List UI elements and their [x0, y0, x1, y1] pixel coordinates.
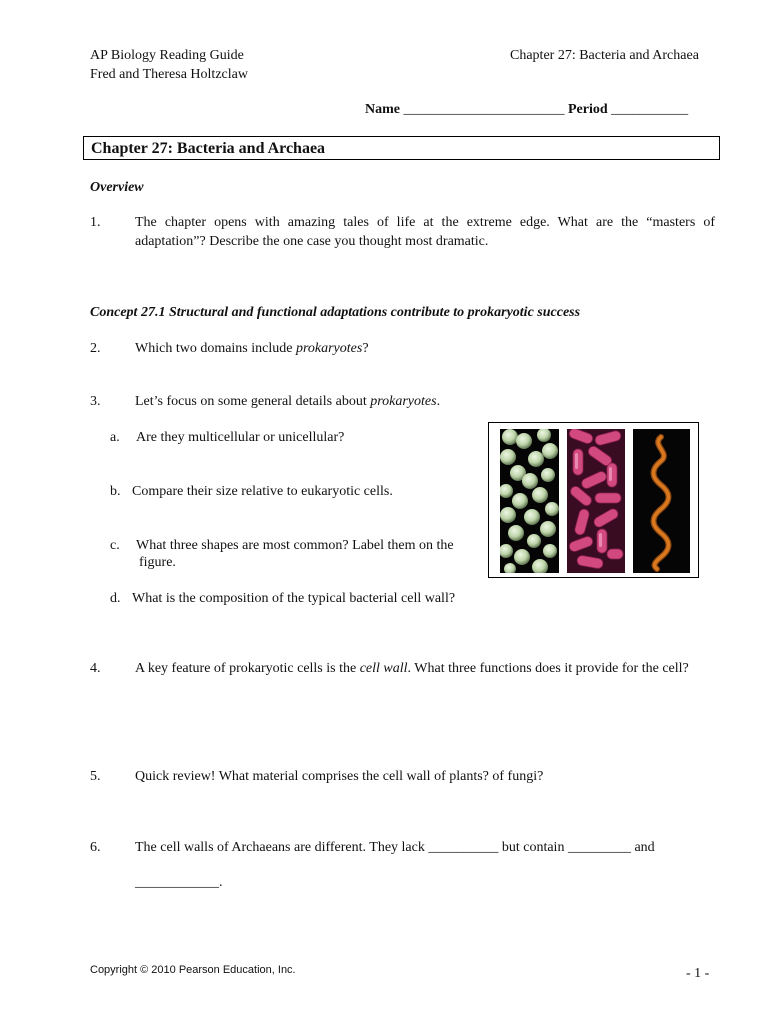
- name-period-line: [365, 100, 688, 119]
- header-authors: Fred and Theresa Holtzclaw: [90, 67, 248, 82]
- q3-text-pre: Let’s focus on some general details about: [135, 394, 371, 409]
- q2-text: [135, 339, 369, 358]
- overview-heading: Overview: [90, 180, 144, 195]
- q3-text-post: .: [436, 394, 441, 409]
- q4-text-pre: A key feature of prokaryotic cells is the: [135, 661, 360, 676]
- header-chapter: Chapter 27: Bacteria and Archaea: [510, 48, 699, 63]
- q6-text-line2: ____________.: [135, 875, 223, 890]
- q3c-label: c.: [110, 538, 120, 553]
- bacilli-image: [567, 429, 625, 573]
- spirilla-image: [633, 429, 690, 573]
- q2-text-pre: Which two domains include: [135, 341, 296, 356]
- concept-heading: Concept 27.1 Structural and functional adaptations contribute to prokaryotic success: [90, 305, 581, 320]
- q3b-text: Compare their size relative to eukaryotic cells.: [132, 484, 393, 499]
- footer-copyright: Copyright © 2010 Pearson Education, Inc.: [90, 964, 296, 976]
- cocci-image: [500, 429, 559, 573]
- q4-term: cell wall: [359, 661, 408, 676]
- q3c-text-line1: What three shapes are most common? Label them on the: [136, 538, 454, 553]
- page-number: - 1 -: [686, 966, 710, 981]
- q3a-text: Are they multicellular or unicellular?: [136, 430, 345, 445]
- q6-text-line1: The cell walls of Archaeans are different. They lack __________ but contain _________ and: [135, 840, 655, 855]
- q3d-text: What is the composition of the typical bacterial cell wall?: [132, 591, 456, 606]
- q3d-label: d.: [110, 591, 121, 606]
- cocci-panel: [500, 429, 559, 573]
- q5-text: Quick review! What material comprises the cell wall of plants? of fungi?: [135, 769, 544, 784]
- bacteria-shapes-figure: [488, 422, 699, 578]
- header-guide-title: AP Biology Reading Guide: [90, 48, 244, 63]
- q5-number: 5.: [90, 769, 101, 784]
- q3-text: [135, 392, 440, 411]
- q2-text-post: ?: [362, 341, 369, 356]
- chapter-title: Chapter 27: Bacteria and Archaea: [91, 140, 326, 157]
- q3c-text-line2: figure.: [139, 555, 176, 570]
- q4-text: [135, 659, 715, 678]
- period-blank: ___________: [611, 102, 689, 117]
- q1-text: The chapter opens with amazing tales of life at the extreme edge. What are the “masters of adaptation”? Describe the one case you thought most dramatic.: [135, 215, 715, 249]
- name-label: Name: [365, 102, 400, 117]
- q1-number: 1.: [90, 215, 101, 230]
- spirilla-panel: [633, 429, 690, 573]
- q3-number: 3.: [90, 394, 101, 409]
- q4-number: 4.: [90, 661, 101, 676]
- bacilli-panel: [567, 429, 625, 573]
- q3a-label: a.: [110, 430, 120, 445]
- q3b-label: b.: [110, 484, 121, 499]
- period-label: Period: [568, 102, 608, 117]
- q2-number: 2.: [90, 341, 101, 356]
- q2-term: prokaryotes: [295, 341, 363, 356]
- q6-number: 6.: [90, 840, 101, 855]
- name-blank: _______________________: [403, 102, 565, 117]
- q3-term: prokaryotes: [370, 394, 437, 409]
- chapter-title-box: [83, 136, 720, 160]
- q4-text-post: . What three functions does it provide for the cell?: [407, 661, 689, 676]
